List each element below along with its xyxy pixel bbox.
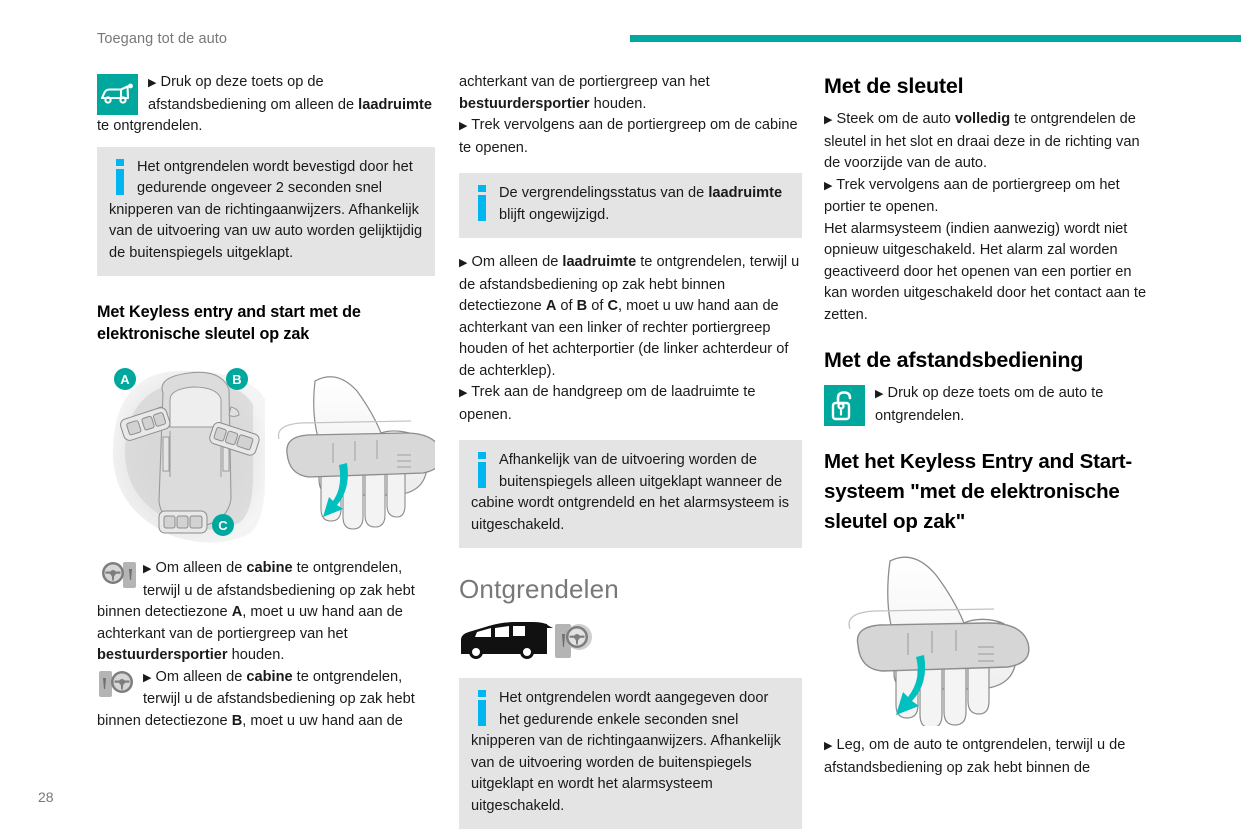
page-header-title: Toegang tot de auto bbox=[97, 31, 228, 47]
detection-zones-diagram bbox=[97, 359, 435, 549]
note-box-confirm-unlock bbox=[97, 147, 435, 277]
column-middle bbox=[459, 72, 802, 829]
key-unlock-paragraph: ▶ Steek om de auto volledig te ontgrendelen de sleutel in het slot en draai deze in de richting van de voorzijde van de auto. bbox=[824, 111, 1140, 171]
cabine-zone-a-text: ▶ Om alleen de cabine te ontgrendelen, terwijl u de afstandsbediening op zak hebt binnen detectiezone A, moet u uw hand aan de achterkant van de portiergreep van het bestuurdersportier houden. bbox=[97, 560, 415, 663]
bullet-triangle: ▶ bbox=[875, 388, 884, 400]
bullet-triangle: ▶ bbox=[143, 671, 152, 684]
heading-met-de-sleutel: Met de sleutel bbox=[824, 74, 964, 98]
header-accent-rule bbox=[630, 35, 1241, 42]
unlock-figure-row bbox=[459, 618, 802, 664]
hand-door-handle-diagram bbox=[824, 551, 1154, 726]
cargo-handle-paragraph: ▶ Trek aan de handgreep om de laadruimte te openen. bbox=[459, 384, 756, 423]
cabine-zone-a-paragraph bbox=[97, 558, 435, 667]
note-box-unlock-indication bbox=[459, 678, 802, 829]
note-text: Het ontgrendelen wordt bevestigd door het gedurende ongeveer 2 seconden snel knipperen van de richtingaanwijzers. Afhankelijk van de uitvoering van uw auto worden gelijktijdig de buitenspiegels uitgeklapt. bbox=[109, 158, 423, 261]
cargo-zones-paragraph: ▶ Om alleen de laadruimte te ontgrendelen, terwijl u de afstandsbediening op zak hebt binnen detectiezone A of B of C, moet u uw hand aan de achterkant van een linker of rechter portiergreep houden of het achterportier (de linker achterdeur of de achterklep). bbox=[459, 254, 800, 379]
continued-paragraph: achterkant van de portiergreep van het bestuurdersportier houden. bbox=[459, 74, 710, 112]
keyless-unlock-paragraph: ▶ Leg, om de auto te ontgrendelen, terwijl u de afstandsbediening op zak hebt binnen de bbox=[824, 737, 1126, 776]
svg-text:C: C bbox=[218, 518, 228, 533]
note-box-lock-status bbox=[459, 173, 802, 238]
bullet-triangle: ▶ bbox=[459, 257, 468, 269]
page-number: 28 bbox=[38, 789, 54, 805]
cargo-unlock-paragraph bbox=[97, 72, 435, 138]
bullet-triangle: ▶ bbox=[459, 120, 468, 132]
column-right bbox=[824, 72, 1154, 779]
unlock-padlock-icon bbox=[824, 385, 865, 426]
page-header bbox=[0, 0, 1241, 60]
remote-unlock-text: ▶ Druk op deze toets om de auto te ontgrendelen. bbox=[875, 385, 1104, 424]
column-left bbox=[97, 72, 435, 732]
alarm-info-paragraph: Het alarmsysteem (indien aanwezig) wordt niet opnieuw uitgeschakeld. Het alarm zal worden geactiveerd door het openen van een portier en kan worden uitgeschakeld door het contact aan te zetten. bbox=[824, 220, 1147, 323]
key-open-door-paragraph: ▶ Trek vervolgens aan de portiergreep om het portier te openen. bbox=[824, 176, 1120, 215]
note-box-mirrors bbox=[459, 440, 802, 548]
bullet-triangle: ▶ bbox=[148, 77, 157, 89]
info-icon bbox=[471, 688, 497, 730]
info-icon bbox=[109, 157, 135, 199]
info-icon bbox=[471, 450, 497, 492]
car-tailgate-icon bbox=[97, 74, 138, 115]
bullet-triangle: ▶ bbox=[824, 179, 833, 192]
cargo-unlock-text: ▶ Druk op deze toets op de afstandsbediening om alleen de laadruimte te ontgrendelen. bbox=[97, 74, 432, 134]
pull-handle-paragraph: ▶ Trek vervolgens aan de portiergreep om de cabine te openen. bbox=[459, 117, 798, 156]
steering-wheel-door-icon-2 bbox=[97, 669, 139, 699]
note-text: Afhankelijk van de uitvoering worden de buitenspiegels alleen uitgeklapt wanneer de cabine wordt ontgrendeld en het alarmsysteem is uitgeschakeld. bbox=[471, 452, 789, 533]
info-icon bbox=[471, 183, 497, 225]
cabine-zone-b-text: ▶ Om alleen de cabine te ontgrendelen, terwijl u de afstandsbediening op zak hebt binnen detectiezone B, moet u uw hand aan de bbox=[97, 668, 415, 729]
note-text: Het ontgrendelen wordt aangegeven door het gedurende enkele seconden snel knipperen van de richtingaanwijzers. Afhankelijk van de uitvoering worden de buitenspiegels uitgeklapt en wordt het alarmsysteem uitgeschakeld. bbox=[471, 690, 781, 814]
heading-keyless-entry-start: Met het Keyless Entry and Start-systeem "met de elektronische sleutel op zak" bbox=[824, 450, 1133, 533]
section-title-ontgrendelen: Ontgrendelen bbox=[459, 574, 619, 604]
svg-text:B: B bbox=[232, 372, 242, 387]
steering-wheel-door-icon bbox=[97, 560, 139, 590]
heading-met-de-afstandsbediening: Met de afstandsbediening bbox=[824, 348, 1084, 372]
remote-unlock-paragraph bbox=[824, 383, 1154, 427]
bullet-triangle: ▶ bbox=[143, 563, 152, 575]
cabine-zone-b-paragraph bbox=[97, 667, 435, 733]
svg-text:A: A bbox=[120, 372, 130, 387]
bullet-triangle: ▶ bbox=[824, 740, 833, 752]
bullet-triangle: ▶ bbox=[459, 387, 468, 399]
bullet-triangle: ▶ bbox=[824, 114, 833, 126]
note-text: De vergrendelingsstatus van de laadruimte blijft ongewijzigd. bbox=[499, 185, 783, 223]
heading-keyless-entry: Met Keyless entry and start met de elektronische sleutel op zak bbox=[97, 303, 361, 343]
